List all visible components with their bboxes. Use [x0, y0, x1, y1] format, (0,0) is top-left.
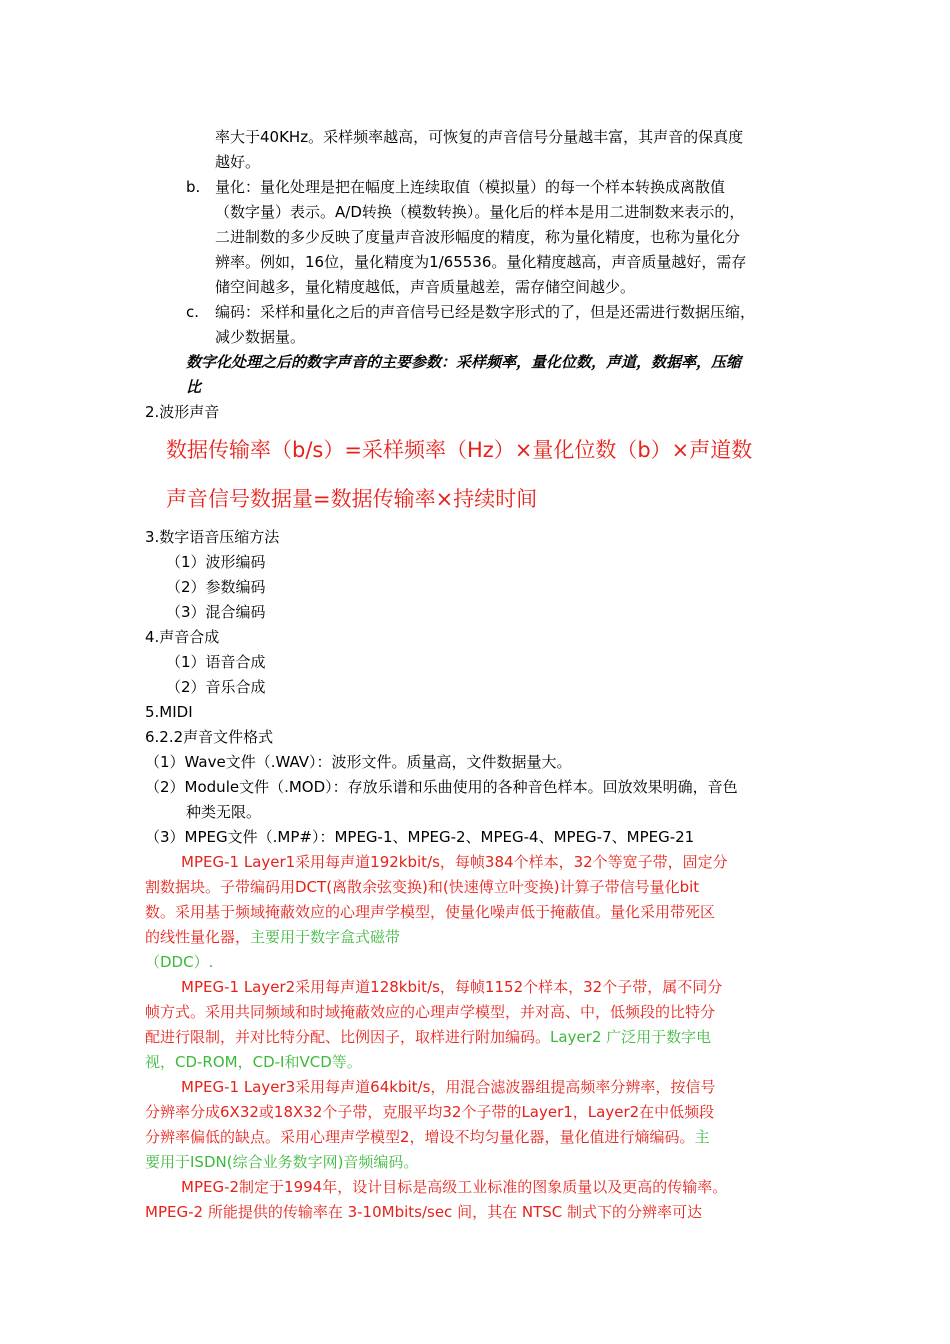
formula-data-amount: 声音信号数据量=数据传输率×持续时间 — [166, 487, 538, 511]
text-line: 率大于40KHz。采样频率越高，可恢复的声音信号分量越丰富，其声音的保真度 — [215, 128, 744, 146]
text-line: 储空间越多，量化精度越低，声音质量越差，需存储空间越少。 — [215, 278, 636, 296]
red-paragraph-line: 割数据块。子带编码用DCT(离散余弦变换)和(快速傅立叶变换)计算子带信号量化bit — [145, 878, 700, 896]
list-item: （3）混合编码 — [166, 603, 266, 621]
text-line: 种类无限。 — [186, 803, 262, 821]
list-marker-b: b. — [186, 178, 201, 196]
green-text: 要用于ISDN(综合业务数字网)音频编码。 — [145, 1153, 419, 1171]
list-item: （1）语音合成 — [166, 653, 266, 671]
text-line: 二进制数的多少反映了度量声音波形幅度的精度，称为量化精度，也称为量化分 — [215, 228, 741, 246]
text-line: 编码：采样和量化之后的声音信号已经是数字形式的了，但是还需进行数据压缩， — [215, 303, 756, 321]
emphasis-line: 比 — [186, 378, 202, 396]
red-paragraph-line: MPEG-1 Layer3采用每声道64kbit/s，用混合滤波器组提高频率分辨率，按信号 — [181, 1078, 716, 1096]
section-heading: 5.MIDI — [145, 703, 193, 721]
green-text: Layer2 广泛用于数字电 — [550, 1028, 712, 1046]
formula-data-rate: 数据传输率（b/s）=采样频率（Hz）×量化位数（b）×声道数 — [166, 438, 753, 462]
text-line: （数字量）表示。A/D转换（模数转换）。量化后的样本是用二进制数来表示的， — [215, 203, 745, 221]
red-text: 分辨率偏低的缺点。采用心理声学模型2，增设不均匀量化器，量化值进行熵编码。 — [145, 1128, 695, 1146]
list-item: （3）MPEG文件（.MP#）：MPEG-1、MPEG-2、MPEG-4、MPEG-7、MPEG-21 — [145, 828, 695, 846]
section-heading: 6.2.2声音文件格式 — [145, 728, 274, 746]
text-line: 越好。 — [215, 153, 261, 171]
section-heading: 3.数字语音压缩方法 — [145, 528, 280, 546]
green-text: 主 — [694, 1128, 710, 1146]
red-paragraph-line: 数。采用基于频域掩蔽效应的心理声学模型，使量化噪声低于掩蔽值。量化采用带死区 — [145, 903, 716, 921]
emphasis-line: 数字化处理之后的数字声音的主要参数：采样频率，量化位数，声道，数据率，压缩 — [186, 353, 742, 371]
list-item: （2）音乐合成 — [166, 678, 266, 696]
red-paragraph-line: MPEG-1 Layer1采用每声道192kbit/s，每帧384个样本，32个等宽子带，固定分 — [181, 853, 728, 871]
green-text: 视，CD-ROM，CD-I和VCD等。 — [145, 1053, 362, 1071]
green-text: （DDC）. — [145, 953, 214, 971]
text-line: 减少数据量。 — [215, 328, 306, 346]
list-item: （1）波形编码 — [166, 553, 266, 571]
list-item: （1）Wave文件（.WAV）：波形文件。质量高，文件数据量大。 — [145, 753, 572, 771]
section-heading: 4.声音合成 — [145, 628, 220, 646]
red-paragraph-line: MPEG-1 Layer2采用每声道128kbit/s，每帧1152个样本，32个子带，属不同分 — [181, 978, 723, 996]
section-heading: 2.波形声音 — [145, 403, 220, 421]
list-item: （2）Module文件（.MOD）：存放乐谱和乐曲使用的各种音色样本。回放效果明确，音色 — [145, 778, 738, 796]
list-marker-c: c. — [186, 303, 200, 321]
red-paragraph-line: 帧方式。采用共同频域和时域掩蔽效应的心理声学模型，并对高、中，低频段的比特分 — [145, 1003, 716, 1021]
red-paragraph-line: 分辨率分成6X32或18X32个子带，克服平均32个子带的Layer1，Layer2在中低频段 — [145, 1103, 715, 1121]
red-text: 的线性量化器， — [145, 928, 251, 946]
mixed-line — [145, 925, 400, 950]
red-text: 配进行限制，并对比特分配、比例因子，取样进行附加编码。 — [145, 1028, 551, 1046]
red-paragraph-line: MPEG-2 所能提供的传输率在 3-10Mbits/sec 间，其在 NTSC 制式下的分辨率可达 — [145, 1203, 702, 1221]
mixed-line — [145, 1125, 710, 1150]
green-text: 主要用于数字盒式磁带 — [250, 928, 401, 946]
text-line: 辨率。例如，16位，量化精度为1/65536。量化精度越高，声音质量越好，需存 — [215, 253, 747, 271]
mixed-line — [145, 1025, 711, 1050]
text-line: 量化：量化处理是把在幅度上连续取值（模拟量）的每一个样本转换成离散值 — [215, 178, 726, 196]
red-paragraph-line: MPEG-2制定于1994年，设计目标是高级工业标准的图象质量以及更高的传输率。 — [181, 1178, 728, 1196]
list-item: （2）参数编码 — [166, 578, 266, 596]
